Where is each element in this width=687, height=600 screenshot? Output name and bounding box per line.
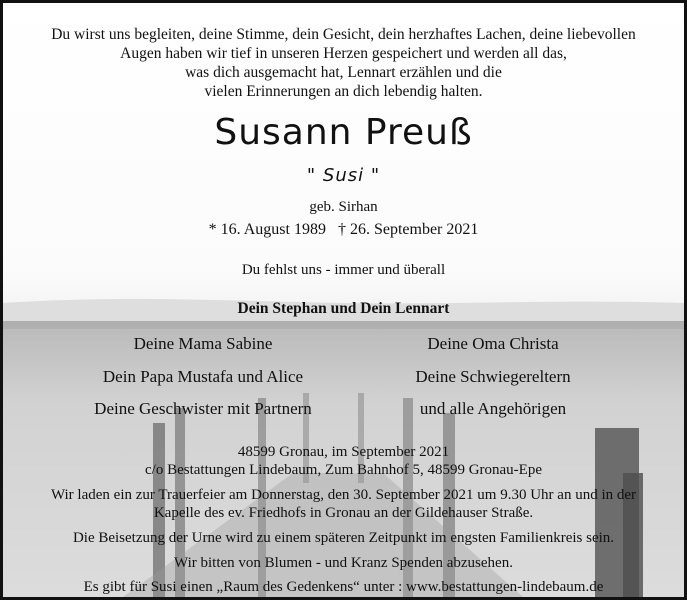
deceased-nickname: " Susi ": [306, 165, 381, 186]
address: c/o Bestattungen Lindebaum, Zum Bahnhof 5, 48599 Gronau-Epe: [145, 462, 542, 478]
life-dates: [3, 221, 684, 239]
place-date: 48599 Gronau, im September 2021: [237, 444, 450, 460]
motto: Du fehlst uns - immer und überall: [241, 262, 446, 278]
ceremony-line-1: Wir laden ein zur Trauerfeier am Donnerstag, den 30. September 2021 um 9.30 Uhr an und in der: [50, 487, 637, 503]
memorial-notice: Es gibt für Susi einen „Raum des Gedenkens“ unter : www.bestattungen-lindebaum.de: [83, 579, 604, 595]
burial-notice: Die Beisetzung der Urne wird zu einem späteren Zeitpunkt im engsten Familienkreis sein.: [72, 530, 615, 546]
family-right-1: Deine Oma Christa: [427, 334, 559, 353]
family-right-2: Deine Schwiegereltern: [415, 367, 571, 386]
birth-date: * 16. August 1989: [208, 221, 326, 238]
intro-line-2: Augen haben wir tief in unseren Herzen gespeichert und werden all das,: [120, 45, 567, 62]
intro-line-1: Du wirst uns begleiten, deine Stimme, dein Gesicht, dein herzhaftes Lachen, deine liebevollen: [51, 26, 636, 43]
family-left-1: Deine Mama Sabine: [133, 334, 273, 353]
flowers-notice: Wir bitten von Blumen - und Kranz Spenden abzusehen.: [174, 555, 513, 571]
obituary-content: [3, 3, 684, 597]
intro-line-4: vielen Erinnerungen an dich lebendig halten.: [204, 83, 483, 100]
signature: Dein Stephan und Dein Lennart: [237, 300, 450, 317]
family-left-3: Deine Geschwister mit Partnern: [94, 399, 312, 418]
ceremony-line-2: Kapelle des ev. Friedhofs in Gronau an der Gildehauser Straße.: [153, 505, 534, 521]
birth-name: geb. Sirhan: [309, 199, 378, 215]
intro-line-3: was dich ausgemacht hat, Lennart erzählen und die: [185, 64, 502, 81]
death-date: † 26. September 2021: [337, 221, 479, 238]
deceased-name: Susann Preuß: [214, 112, 473, 153]
family-left-2: Dein Papa Mustafa und Alice: [102, 367, 304, 386]
family-right-3: und alle Angehörigen: [419, 399, 567, 418]
